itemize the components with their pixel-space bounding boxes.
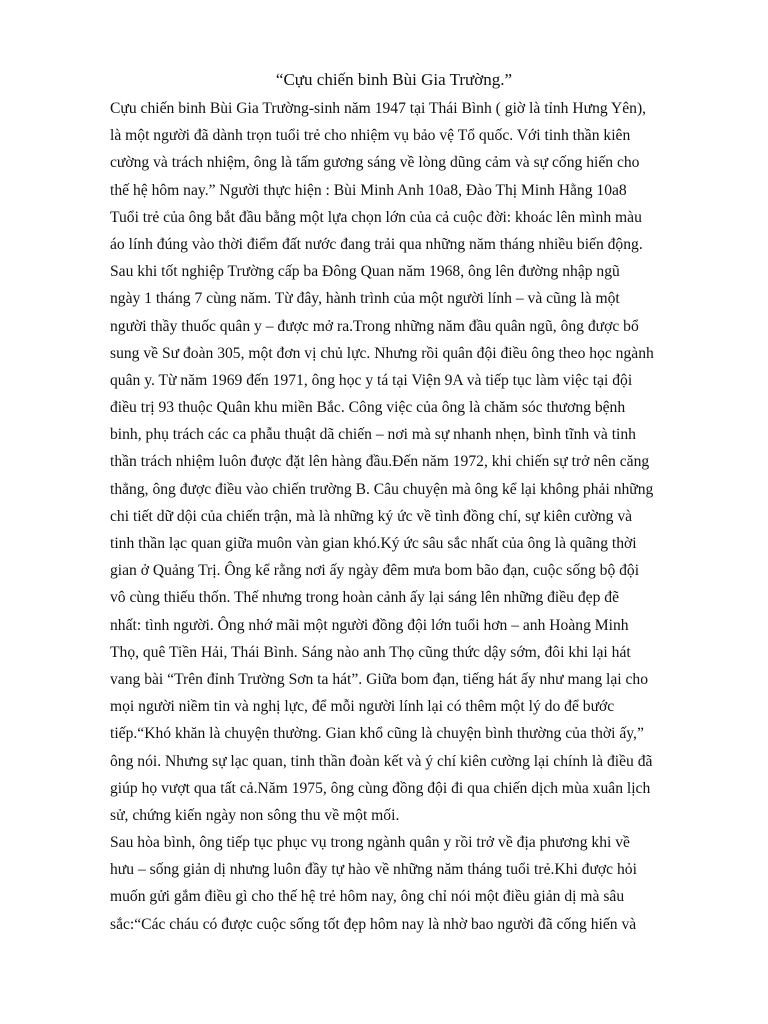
body-line: vô cùng thiếu thốn. Thế nhưng trong hoàn cảnh ấy lại sáng lên những điều đẹp đẽ [110, 589, 620, 607]
body-line: vang bài “Trên đỉnh Trường Sơn ta hát”. Giữa bom đạn, tiếng hát ấy như mang lại cho [110, 670, 649, 688]
body-line: tiếp.“Khó khăn là chuyện thường. Gian khổ cũng là chuyện bình thường của thời ấy,” [110, 725, 644, 743]
body-line: thế hệ hôm nay.” Người thực hiện : Bùi Minh Anh 10a8, Đào Thị Minh Hằng 10a8 [110, 181, 627, 199]
body-line: gian ở Quảng Trị. Ông kể rằng nơi ấy ngày đêm mưa bom bão đạn, cuộc sống bộ đội [110, 562, 640, 580]
body-line: sắc:“Các cháu có được cuộc sống tốt đẹp hôm nay là nhờ bao người đã cống hiến và [110, 915, 637, 933]
body-line: Sau hòa bình, ông tiếp tục phục vụ trong ngành quân y rồi trở về địa phương khi về [110, 834, 630, 852]
body-line: áo lính đúng vào thời điểm đất nước đang trải qua những năm tháng nhiều biến động. [110, 235, 643, 253]
body-line: là một người đã dành trọn tuổi trẻ cho nhiệm vụ bảo vệ Tổ quốc. Với tinh thần kiên [110, 127, 631, 145]
body-line: người thầy thuốc quân y – được mở ra.Trong những năm đầu quân ngũ, ông được bổ [110, 317, 639, 335]
body-line: Thọ, quê Tiền Hải, Thái Bình. Sáng nào anh Thọ cũng thức dậy sớm, đôi khi lại hát [110, 643, 631, 661]
body-line: điều trị 93 thuộc Quân khu miền Bắc. Công việc của ông là chăm sóc thương bệnh [110, 399, 626, 417]
body-line: quân y. Từ năm 1969 đến 1971, ông học y tá tại Viện 9A và tiếp tục làm việc tại đội [110, 371, 633, 389]
body-line: thẳng, ông được điều vào chiến trường B. Câu chuyện mà ông kể lại không phải những [110, 480, 654, 498]
body-line: ông nói. Nhưng sự lạc quan, tinh thần đoàn kết và ý chí kiên cường lại chính là điều đã [110, 752, 653, 770]
body-line: chi tiết dữ dội của chiến trận, mà là những ký ức về tình đồng chí, sự kiên cường và [110, 507, 633, 525]
body-line: Tuổi trẻ của ông bắt đầu bằng một lựa chọn lớn của cả cuộc đời: khoác lên mình màu [110, 208, 642, 226]
body-line: Cựu chiến binh Bùi Gia Trường-sinh năm 1947 tại Thái Bình ( giờ là tỉnh Hưng Yên), [110, 100, 647, 117]
body-line: muốn gửi gắm điều gì cho thế hệ trẻ hôm nay, ông chỉ nói một điều giản dị mà sâu [110, 888, 625, 906]
body-line: binh, phụ trách các ca phẫu thuật dã chiến – nơi mà sự nhanh nhẹn, bình tĩnh và tinh [110, 426, 636, 444]
body-line: mọi người niềm tin và nghị lực, để mỗi người lính lại có thêm một lý do để bước [110, 698, 615, 716]
document-body [110, 95, 696, 938]
body-line: giúp họ vượt qua tất cả.Năm 1975, ông cùng đồng đội đi qua chiến dịch mùa xuân lịch [110, 779, 651, 797]
body-line: tinh thần lạc quan giữa muôn vàn gian khó.Ký ức sâu sắc nhất của ông là quãng thời [110, 535, 637, 552]
body-line: ngày 1 tháng 7 cùng năm. Từ đây, hành trình của một người lính – và cũng là một [110, 290, 620, 308]
document-title: “Cựu chiến binh Bùi Gia Trường.” [275, 70, 513, 89]
body-line: sung về Sư đoàn 305, một đơn vị chủ lực. Nhưng rồi quân đội điều ông theo học ngành [110, 344, 654, 362]
body-line: thần trách nhiệm luôn được đặt lên hàng đầu.Đến năm 1972, khi chiến sự trở nên căng [110, 453, 650, 471]
body-line: Sau khi tốt nghiệp Trường cấp ba Đông Quan năm 1968, ông lên đường nhập ngũ [110, 263, 620, 281]
body-line: nhất: tình người. Ông nhớ mãi một người đồng đội lớn tuổi hơn – anh Hoàng Minh [110, 616, 629, 634]
body-line: hưu – sống giản dị nhưng luôn đầy tự hào về những năm tháng tuổi trẻ.Khi được hỏi [110, 861, 637, 879]
body-line: sử, chứng kiến ngày non sông thu về một mối. [110, 806, 400, 824]
body-line: cường và trách nhiệm, ông là tấm gương sáng về lòng dũng cảm và sự cống hiến cho [110, 154, 640, 172]
